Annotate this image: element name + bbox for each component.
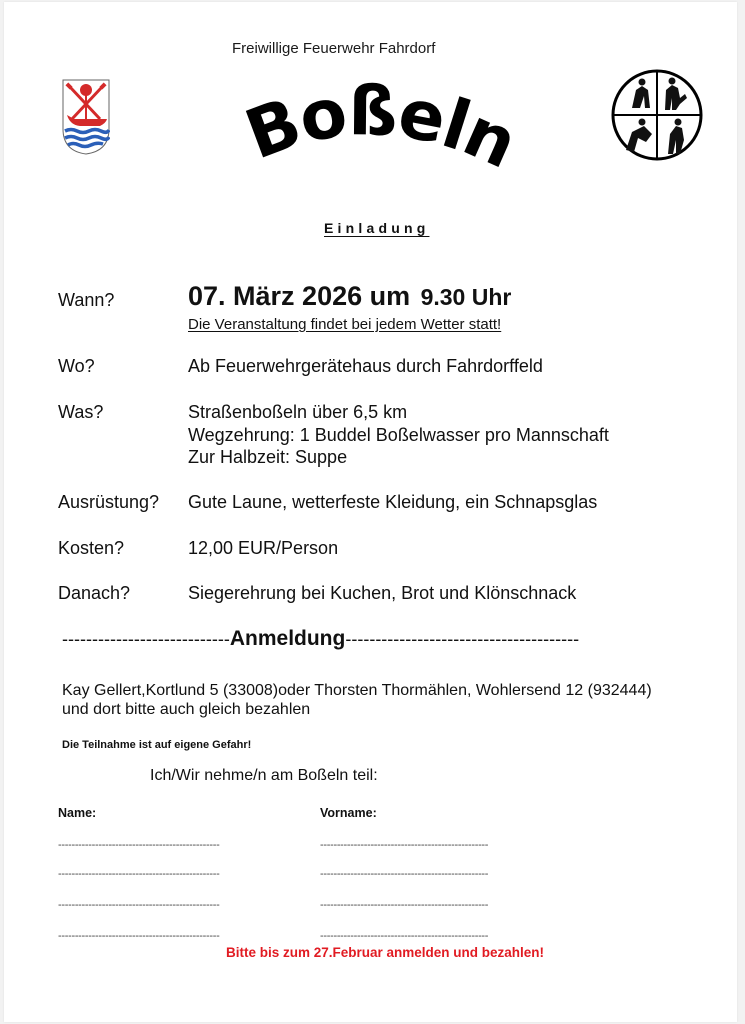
activity-line-3: Zur Halbzeit: Suppe	[188, 447, 348, 467]
svg-text:Boßeln: Boßeln	[235, 82, 527, 184]
name-blank-2[interactable]: ------------------------------------------------	[58, 868, 220, 880]
disclaimer: Die Teilnahme ist auf eigene Gefahr!	[62, 739, 252, 751]
deadline-notice: Bitte bis zum 27.Februar anmelden und bezahlen!	[226, 945, 545, 960]
name-column-header: Name:	[58, 806, 97, 820]
registration-heading: Anmeldung	[229, 627, 346, 650]
event-time: 9.30 Uhr	[420, 284, 512, 310]
vorname-blank-3[interactable]: --------------------------------------------------	[320, 899, 489, 911]
registration-divider	[62, 627, 579, 651]
bosseln-title	[184, 82, 564, 212]
equipment: Gute Laune, wetterfeste Kleidung, ein Schnapsglas	[188, 492, 598, 512]
invitation-flyer	[4, 2, 737, 1022]
divider-left: ----------------------------	[62, 629, 230, 649]
contact-line-2: und dort bitte auch gleich bezahlen	[62, 701, 311, 718]
name-blank-3[interactable]: ------------------------------------------------	[58, 899, 220, 911]
fire-brigade-emblem-icon	[610, 68, 704, 162]
activity-line-2: Wegzehrung: 1 Buddel Boßelwasser pro Mannschaft	[188, 425, 609, 445]
weather-note: Die Veranstaltung findet bei jedem Wetter statt!	[188, 316, 502, 333]
organization-name: Freiwillige Feuerwehr Fahrdorf	[232, 40, 436, 57]
afterwards: Siegerehrung bei Kuchen, Brot und Klönschnack	[188, 583, 577, 603]
subtitle-einladung: Einladung	[324, 220, 430, 236]
vorname-blank-1[interactable]: --------------------------------------------------	[320, 839, 489, 851]
vorname-column-header: Vorname:	[320, 806, 377, 820]
registration-contact	[62, 681, 652, 719]
vorname-blank-4[interactable]: --------------------------------------------------	[320, 930, 489, 942]
divider-right: ---------------------------------------	[345, 629, 580, 649]
label-ausruestung: Ausrüstung?	[58, 492, 160, 512]
event-datetime	[188, 281, 511, 312]
label-wann: Wann?	[58, 290, 115, 310]
location: Ab Feuerwehrgerätehaus durch Fahrdorffeld	[188, 356, 543, 376]
name-blank-1[interactable]: ------------------------------------------------	[58, 839, 220, 851]
label-wo: Wo?	[58, 356, 95, 376]
contact-line-1: Kay Gellert,Kortlund 5 (33008)oder Thorsten Thormählen, Wohlersend 12 (932444)	[62, 682, 652, 699]
label-danach: Danach?	[58, 583, 131, 603]
vorname-blank-2[interactable]: --------------------------------------------------	[320, 868, 489, 880]
activity-line-1: Straßenboßeln über 6,5 km	[188, 402, 408, 422]
label-kosten: Kosten?	[58, 538, 125, 558]
event-date: 07. März 2026 um	[188, 281, 411, 311]
label-was: Was?	[58, 402, 104, 422]
name-blank-4[interactable]: ------------------------------------------------	[58, 930, 220, 942]
participation-statement: Ich/Wir nehme/n am Boßeln teil:	[150, 767, 378, 784]
municipal-coat-of-arms-icon	[62, 79, 110, 155]
cost: 12,00 EUR/Person	[188, 538, 339, 558]
